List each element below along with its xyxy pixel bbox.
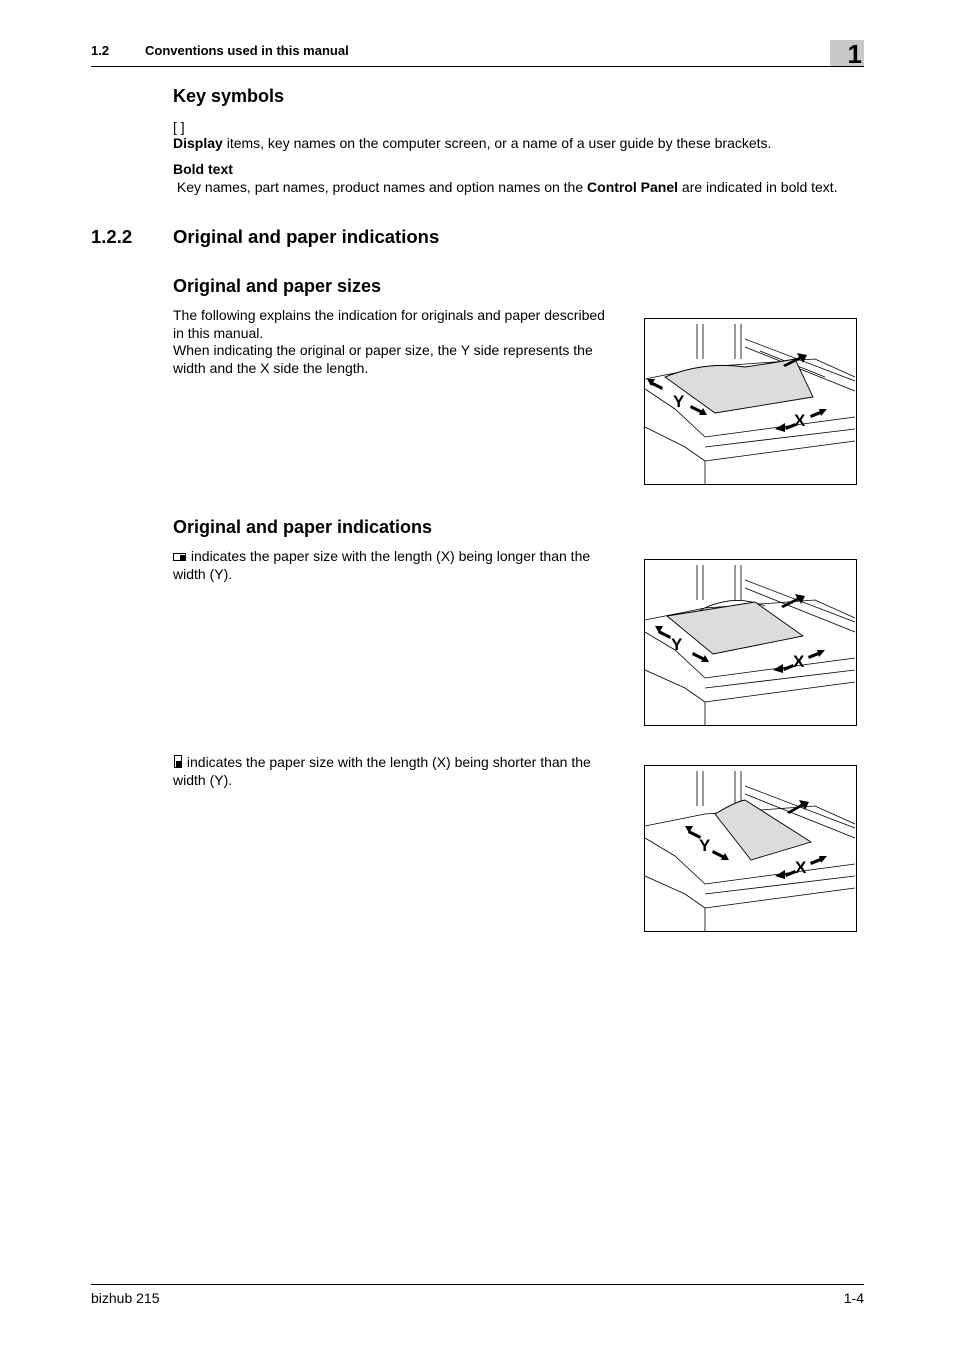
bold-text-heading: Bold text <box>173 161 233 177</box>
display-bold-term: Display <box>173 135 223 151</box>
running-header <box>91 40 864 67</box>
scanner-illustration-2 <box>645 560 856 725</box>
indications-heading: Original and paper indications <box>173 517 433 537</box>
portrait-paper-icon <box>173 755 183 768</box>
chapter-number-badge: 1 <box>830 40 864 66</box>
landscape-description-line-2: width (Y). <box>173 566 233 582</box>
brackets-symbol: [ ] <box>173 119 185 135</box>
figure-2-y-label: Y <box>671 635 683 654</box>
bold-text-description <box>173 178 838 196</box>
bold-text-pre: Key names, part names, product names and option names on the <box>173 179 588 195</box>
key-symbols-heading: Key symbols <box>173 86 285 106</box>
header-section-number: 1.2 <box>91 43 110 58</box>
page-footer <box>91 1284 864 1306</box>
figure-3-y-label: Y <box>699 836 711 855</box>
bold-text-post: are indicated in bold text. <box>678 179 838 195</box>
footer-page-number: 1-4 <box>843 1290 864 1306</box>
portrait-description-line-1 <box>173 753 591 771</box>
scanner-illustration-1 <box>645 319 856 484</box>
sizes-line-3: When indicating the original or paper size, the Y side represents the <box>173 342 593 358</box>
footer-product-name: bizhub 215 <box>91 1290 160 1306</box>
control-panel-bold-term: Control Panel <box>587 179 679 195</box>
brackets-description <box>173 134 771 152</box>
section-title: Original and paper indications <box>173 226 440 247</box>
figure-3-x-label: X <box>795 858 807 877</box>
figure-portrait-paper <box>644 765 857 932</box>
scanner-illustration-3 <box>645 766 856 931</box>
sizes-heading: Original and paper sizes <box>173 276 382 296</box>
sizes-line-4: width and the X side the length. <box>173 360 369 376</box>
landscape-text-1: indicates the paper size with the length (X) being longer than the <box>187 548 591 564</box>
display-description: items, key names on the computer screen, or a name of a user guide by these brackets. <box>222 135 772 151</box>
figure-1-x-label: X <box>794 411 806 430</box>
landscape-description-line-1 <box>173 547 590 565</box>
sizes-line-1: The following explains the indication for originals and paper described <box>173 307 605 323</box>
portrait-text-1: indicates the paper size with the length (X) being shorter than the <box>183 754 591 770</box>
portrait-description-line-2: width (Y). <box>173 772 233 788</box>
figure-paper-sizes <box>644 318 857 485</box>
sizes-line-2: in this manual. <box>173 325 264 341</box>
section-number: 1.2.2 <box>91 226 133 247</box>
landscape-paper-icon <box>173 552 187 562</box>
header-section-title: Conventions used in this manual <box>145 43 349 58</box>
figure-landscape-paper <box>644 559 857 726</box>
figure-2-x-label: X <box>793 652 805 671</box>
figure-1-y-label: Y <box>673 392 685 411</box>
